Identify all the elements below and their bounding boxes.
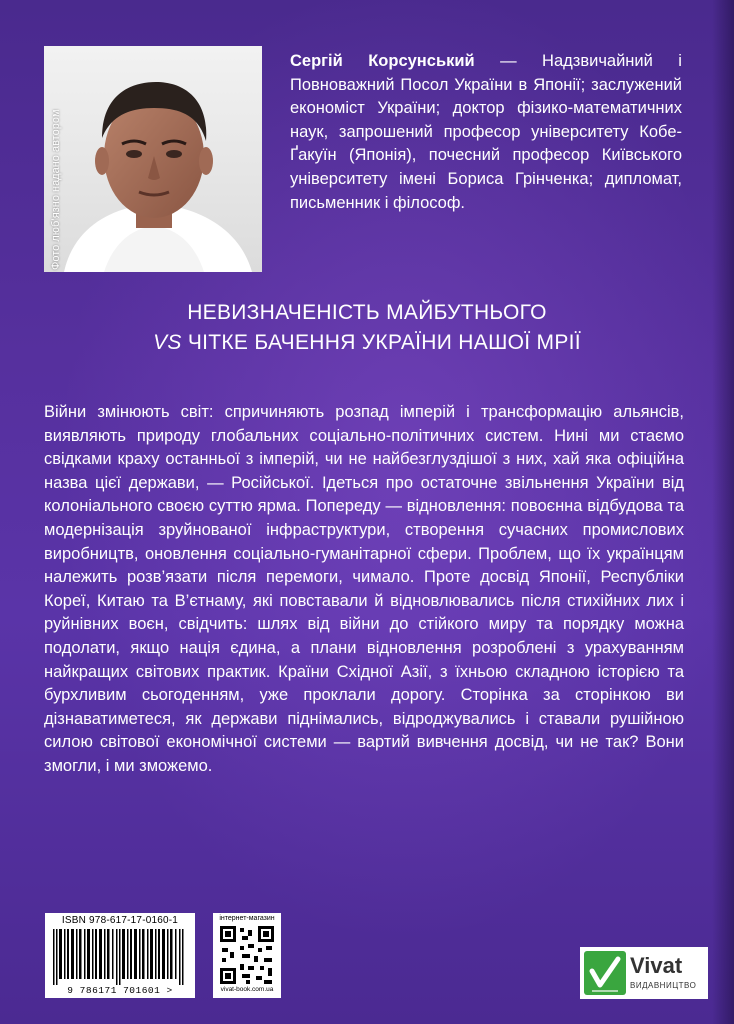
qr-code-block — [213, 913, 281, 998]
cover-edge-shade — [712, 0, 734, 1024]
isbn-barcode-block — [45, 913, 195, 998]
publisher-logo-icon — [584, 951, 626, 995]
tagline-line-1: НЕВИЗНАЧЕНІСТЬ МАЙБУТНЬОГО — [187, 301, 547, 324]
qr-top-label: інтернет-магазин — [219, 915, 275, 922]
publisher-name: Vivat — [630, 953, 683, 978]
publisher-logo — [580, 947, 708, 999]
author-name: Сергій Корсунський — [290, 52, 475, 70]
author-photo — [44, 46, 262, 272]
book-annotation: Війни змінюють світ: спричиняють розпад імперій і трансформацію альянсів, виявляють природу глобальних соціально-політичних систем. Нині ми стаємо свідками краху останньої з імперій, чи не найбезглуздішої з них, хай яка офіційна назва цієї держави, — Російської. Ідеться про остаточне звільнення України від колоніального своєю суттю ярма. Попереду — відновлення: повоєнна відбудова та модернізація зруйнованої інфраструктури, створення сучасних промислових виробництв, оновлення соціально-гуманітарної сфери. Проблем, що їх українцям належить розв’язати після перемоги, чимало. Проте досвід Японії, Республіки Кореї, Китаю та В’єтнаму, які повставали й відновлювались після стихійних лих і руйнівних воєн, свідчить: шлях від війни до стійкого миру та порядку можна подолати, якщо нація єдина, а плани відновлення розроблені з урахуванням найкращих світових практик. Країни Східної Азії, з їхньою складною історією та бурхливим сьогоденням, уже проклали дорогу. Сторінка за сторінкою ви дізнаватиметеся, як держави піднімались, відроджувались і ставали рушійною силою світової економічної системи — вартий вивчення досвід, чи не так? Вони змогли, і ми зможемо. — [44, 403, 684, 775]
tagline-line-2-text: ЧІТКЕ БАЧЕННЯ УКРАЇНИ НАШОЇ МРІЇ — [181, 331, 581, 354]
isbn-label: ISBN 978-617-17-0160-1 — [61, 915, 179, 926]
book-tagline — [0, 298, 734, 358]
tagline-vs: VS — [153, 331, 182, 354]
photo-credit: Фото люб’язно надано автором — [50, 109, 62, 270]
qr-code-icon[interactable] — [220, 926, 274, 984]
qr-bottom-label: vivat-book.com.ua — [220, 986, 274, 993]
author-portrait-image — [44, 46, 262, 272]
publisher-subtitle: ВИДАВНИЦТВО — [630, 981, 697, 990]
author-bio — [290, 50, 682, 215]
barcode-digits: 9 786171 701601 > — [67, 985, 173, 996]
tagline-line-2 — [0, 328, 734, 358]
author-bio-text: — Надзвичайний і Повноважний Посол України в Японії; заслужений економіст України; доктор фізико-математичних наук, запрошений професор університету Кобе-Ґакуїн (Японія), почесний професор Київського університету імені Бориса Грінченка; дипломат, письменник і філософ. — [290, 52, 682, 212]
barcode-icon — [53, 929, 187, 985]
